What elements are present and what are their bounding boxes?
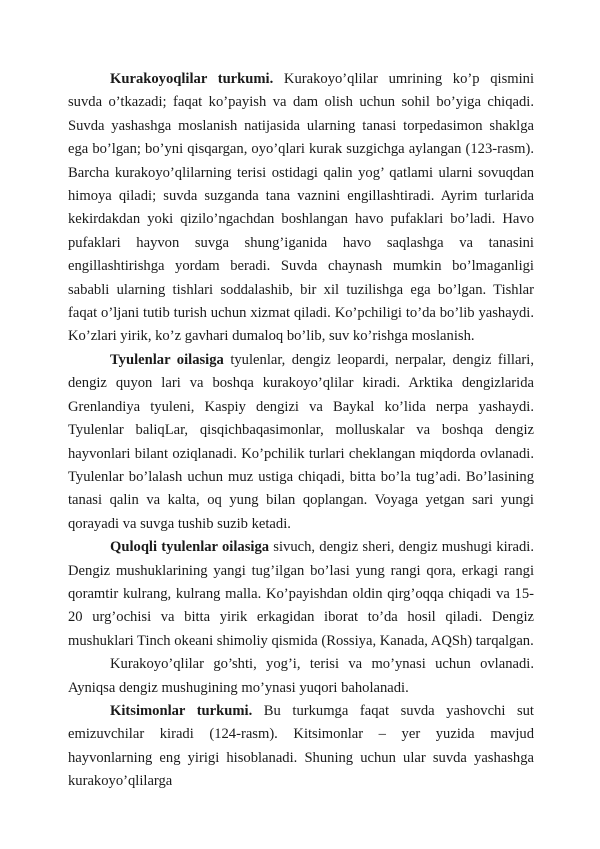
- paragraph-ovlanish: [68, 653, 534, 700]
- paragraph-text: sivuch, dengiz sheri, dengiz mushugi kiradi. Dengiz mushuklarining yangi tug’ilgan bo’lasi yung rangi qora, erkagi rangi qoramtir kulrang, kulrang malla. Ko’payishdan oldin qirg’oqqa chiqadi va 15-20 urg’ochisi va bitta yirik erkagidan iborat to’da hosil qiladi. Dengiz mushuklari Tinch okeani shimoliy qismida (Rossiya, Kanada, AQSh) tarqalgan.: [68, 539, 535, 649]
- paragraph-tyulenlar: [68, 349, 534, 536]
- paragraph-kurakoyoqlilar: [68, 68, 534, 349]
- paragraph-lead: Kurakoyoqlilar turkumi.: [110, 71, 274, 87]
- paragraph-text: Kurakoyo’qlilar umrining ko’p qismini suvda o’tkazadi; faqat ko’payish va dam olish uchun sohil bo’yiga chiqadi. Suvda yashashga moslanish natijasida ularning tanasi torpedasimon shaklga ega bo’lgan; bo’yni qisqargan, oyo’qlari kurak suzgichga aylangan (123-rasm). Barcha kurakoyo’qlilarning terisi ostidagi qalin yog’ qatlami ularni sovuqdan himoya qiladi; suvda suzganda tana vaznini engillashtiradi. Ayrim turlarida kekirdakdan yoki qizilo’ngachdan boshlangan havo pufaklari bo’ladi. Havo pufaklari hayvon suvga shung’iganida havo saqlashga va tanasini engillashtirishga yordam beradi. Suvda chaynash mumkin bo’lmaganligi sababli ularning tishlari soddalashib, bir xil tuzilishga ega bo’lgan. Tishlar faqat o’ljani tutib turish uchun xizmat qiladi. Ko’pchiligi to’da bo’lib yashaydi. Ko’zlari yirik, ko’z gavhari dumaloq bo’lib, suv ko’rishga moslanish.: [68, 71, 534, 345]
- paragraph-quloqli-tyulenlar: [68, 536, 534, 653]
- paragraph-text: Kurakoyo’qlilar go’shti, yog’i, terisi va mo’ynasi uchun ovlanadi. Ayniqsa dengiz mushugining mo’ynasi yuqori baholanadi.: [68, 656, 534, 696]
- paragraph-lead: Tyulenlar oilasiga: [110, 351, 224, 368]
- paragraph-lead: Kitsimonlar turkumi.: [110, 702, 253, 719]
- paragraph-lead: Quloqli tyulenlar oilasiga: [110, 539, 270, 556]
- paragraph-text: Bu turkumga faqat suvda yashovchi sut emizuvchilar kiradi (124-rasm). Kitsimonlar – yer yuzida mavjud hayvonlarning eng yirigi hisoblanadi. Shuning uchun ular suvda yashashga kurakoyo’qlilarga: [68, 702, 534, 790]
- paragraph-text: tyulenlar, dengiz leopardi, nerpalar, dengiz fillari, dengiz quyon lari va boshqa kurakoyo’qlilar kiradi. Arktika dengizlarida Grenlandiya tyuleni, Kaspiy dengizi va Baykal ko’lida nerpa yashaydi. Tyulenlar baliqLar, qisqichbaqasimonlar, molluskalar va boshqa dengiz hayvonlari bilant oziqlanadi. Ko’pchilik turlari cheklangan miqdorda ovlanadi. Tyulenlar bo’lalash uchun muz ustiga chiqadi, bitta bo’la tug’adi. Bo’lasining tanasi qalin va kalta, oq yung bilan qoplangan. Voyaga yetgan sari yungi qorayadi va suvga tushib suzib ketadi.: [68, 351, 534, 532]
- paragraph-kitsimonlar: [68, 700, 534, 794]
